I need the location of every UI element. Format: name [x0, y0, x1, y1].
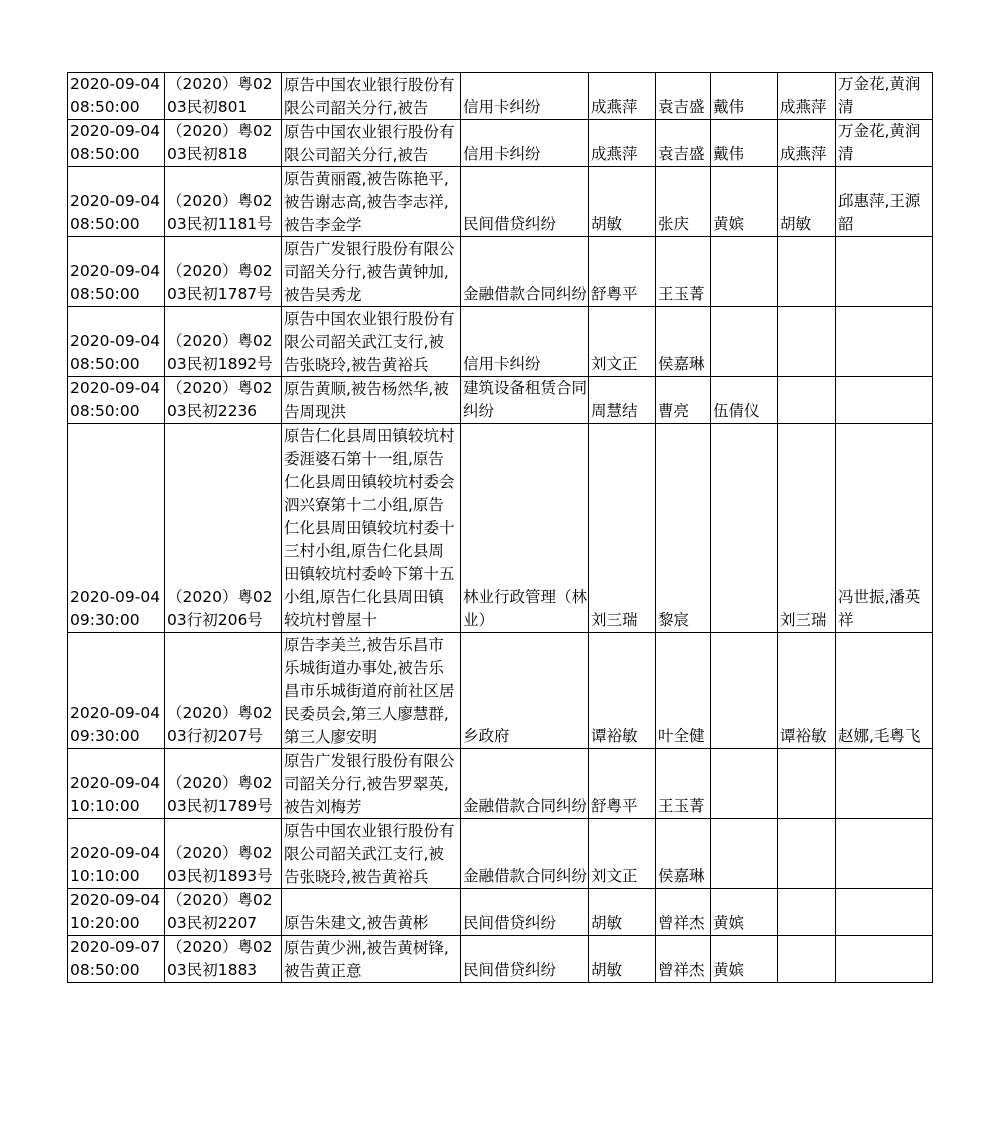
case-cause-text: 金融借款合同纠纷: [463, 285, 588, 303]
parties-cell: [282, 889, 461, 936]
case-number-cell: [165, 424, 282, 633]
clerk-text: 袁吉盛: [658, 145, 705, 163]
panel-member-text: 戴伟: [713, 145, 745, 163]
hearing-time-cell: [68, 167, 165, 237]
case-number-cell: [165, 237, 282, 307]
judge-text: 成燕萍: [591, 98, 638, 116]
case-cause-cell: [461, 237, 589, 307]
case-number-cell: [165, 633, 282, 749]
presiding-judge-cell: [778, 889, 836, 936]
hearing-time-cell: [68, 889, 165, 936]
panel-member-cell: [711, 424, 778, 633]
judge-text: 刘文正: [591, 867, 638, 885]
case-cause-text: 乡政府: [463, 727, 510, 745]
parties-cell: [282, 424, 461, 633]
hearing-time-cell: [68, 424, 165, 633]
hearing-time-cell: [68, 936, 165, 983]
table-row: [68, 889, 933, 936]
parties-text: 原告黄少洲,被告黄树锋,被告黄正意: [284, 939, 449, 980]
judge-cell: [589, 633, 656, 749]
case-number-text: （2020）粤0203民初2236: [167, 379, 273, 420]
case-cause-text: 民间借贷纠纷: [463, 215, 557, 233]
judge-cell: [589, 936, 656, 983]
jurors-cell: [836, 120, 933, 167]
presiding-judge-text: 刘三瑞: [780, 611, 827, 629]
judge-cell: [589, 377, 656, 424]
parties-cell: [282, 749, 461, 819]
parties-cell: [282, 237, 461, 307]
panel-member-cell: [711, 819, 778, 889]
case-cause-text: 信用卡纠纷: [463, 98, 541, 116]
parties-text: 原告黄顺,被告杨然华,被告周现洪: [284, 380, 449, 421]
clerk-cell: [656, 749, 711, 819]
case-number-text: （2020）粤0203行初207号: [167, 704, 273, 745]
judge-text: 周慧结: [591, 402, 638, 420]
case-cause-text: 建筑设备租赁合同纠纷: [463, 379, 588, 420]
jurors-cell: [836, 819, 933, 889]
clerk-text: 王玉菁: [658, 797, 705, 815]
presiding-judge-text: 成燕萍: [780, 145, 827, 163]
case-number-cell: [165, 889, 282, 936]
hearing-time-cell: [68, 749, 165, 819]
panel-member-text: 戴伟: [713, 98, 745, 116]
parties-text: 原告中国农业银行股份有限公司韶关武江支行,被告张晓玲,被告黄裕兵: [284, 822, 455, 886]
hearing-time-text: 2020-09-04 08:50:00: [70, 75, 161, 116]
hearing-time-text: 2020-09-07 08:50:00: [70, 938, 161, 979]
hearing-time-cell: [68, 377, 165, 424]
hearing-time-text: 2020-09-04 10:20:00: [70, 891, 161, 932]
case-cause-cell: [461, 307, 589, 377]
hearing-time-text: 2020-09-04 08:50:00: [70, 379, 161, 420]
case-cause-cell: [461, 936, 589, 983]
jurors-cell: [836, 889, 933, 936]
judge-cell: [589, 424, 656, 633]
judge-text: 胡敏: [591, 215, 623, 233]
judge-text: 谭裕敏: [591, 727, 638, 745]
parties-cell: [282, 819, 461, 889]
case-cause-text: 民间借贷纠纷: [463, 914, 557, 932]
judge-text: 刘文正: [591, 355, 638, 373]
case-number-text: （2020）粤0203民初1789号: [167, 774, 273, 815]
parties-cell: [282, 936, 461, 983]
clerk-text: 曾祥杰: [658, 961, 705, 979]
hearing-time-text: 2020-09-04 08:50:00: [70, 262, 161, 303]
judge-text: 成燕萍: [591, 145, 638, 163]
parties-text: 原告中国农业银行股份有限公司韶关武江支行,被告张晓玲,被告黄裕兵: [284, 310, 455, 374]
panel-member-cell: [711, 749, 778, 819]
judge-text: 舒粤平: [591, 797, 638, 815]
case-number-text: （2020）粤0203民初801: [167, 75, 273, 116]
case-number-cell: [165, 307, 282, 377]
hearing-schedule-table: [67, 72, 933, 983]
case-cause-cell: [461, 889, 589, 936]
case-cause-text: 林业行政管理（林业）: [463, 588, 588, 629]
clerk-cell: [656, 633, 711, 749]
case-cause-cell: [461, 749, 589, 819]
case-number-cell: [165, 936, 282, 983]
parties-cell: [282, 73, 461, 120]
parties-cell: [282, 307, 461, 377]
case-cause-cell: [461, 73, 589, 120]
parties-cell: [282, 633, 461, 749]
table-row: [68, 633, 933, 749]
case-cause-cell: [461, 819, 589, 889]
clerk-text: 黎宸: [658, 611, 690, 629]
hearing-time-cell: [68, 633, 165, 749]
jurors-cell: [836, 424, 933, 633]
case-number-text: （2020）粤0203民初2207: [167, 891, 273, 932]
hearing-time-cell: [68, 237, 165, 307]
presiding-judge-cell: [778, 167, 836, 237]
clerk-text: 侯嘉琳: [658, 867, 705, 885]
presiding-judge-cell: [778, 424, 836, 633]
judge-cell: [589, 73, 656, 120]
judge-text: 胡敏: [591, 914, 623, 932]
judge-cell: [589, 307, 656, 377]
panel-member-cell: [711, 936, 778, 983]
case-number-text: （2020）粤0203民初818: [167, 122, 273, 163]
clerk-cell: [656, 307, 711, 377]
judge-text: 刘三瑞: [591, 611, 638, 629]
parties-text: 原告中国农业银行股份有限公司韶关分行,被告: [284, 123, 455, 164]
jurors-text: 冯世振,潘英祥: [838, 588, 921, 629]
clerk-cell: [656, 73, 711, 120]
presiding-judge-cell: [778, 633, 836, 749]
hearing-time-text: 2020-09-04 08:50:00: [70, 122, 161, 163]
clerk-cell: [656, 424, 711, 633]
hearing-time-text: 2020-09-04 08:50:00: [70, 192, 161, 233]
jurors-cell: [836, 749, 933, 819]
presiding-judge-cell: [778, 120, 836, 167]
jurors-cell: [836, 377, 933, 424]
case-cause-text: 金融借款合同纠纷: [463, 867, 588, 885]
presiding-judge-cell: [778, 936, 836, 983]
judge-cell: [589, 120, 656, 167]
panel-member-cell: [711, 237, 778, 307]
case-cause-cell: [461, 120, 589, 167]
table-row: [68, 936, 933, 983]
case-number-text: （2020）粤0203民初1181号: [167, 192, 273, 233]
presiding-judge-cell: [778, 749, 836, 819]
jurors-cell: [836, 167, 933, 237]
case-number-cell: [165, 749, 282, 819]
case-cause-cell: [461, 377, 589, 424]
jurors-text: 赵娜,毛粤飞: [838, 727, 921, 745]
clerk-text: 曾祥杰: [658, 914, 705, 932]
table-row: [68, 819, 933, 889]
clerk-cell: [656, 819, 711, 889]
jurors-text: 万金花,黄润清: [838, 122, 921, 163]
case-number-text: （2020）粤0203民初1892号: [167, 332, 273, 373]
jurors-cell: [836, 73, 933, 120]
judge-cell: [589, 167, 656, 237]
case-cause-text: 信用卡纠纷: [463, 145, 541, 163]
case-cause-text: 金融借款合同纠纷: [463, 797, 588, 815]
case-number-cell: [165, 167, 282, 237]
presiding-judge-cell: [778, 73, 836, 120]
parties-cell: [282, 167, 461, 237]
hearing-time-text: 2020-09-04 08:50:00: [70, 332, 161, 373]
panel-member-cell: [711, 307, 778, 377]
hearing-time-cell: [68, 120, 165, 167]
case-number-text: （2020）粤0203民初1893号: [167, 844, 273, 885]
hearing-time-text: 2020-09-04 10:10:00: [70, 844, 161, 885]
case-number-cell: [165, 819, 282, 889]
table-row: [68, 237, 933, 307]
table-row: [68, 73, 933, 120]
judge-text: 舒粤平: [591, 285, 638, 303]
panel-member-text: 黄嫔: [713, 914, 745, 932]
jurors-text: 万金花,黄润清: [838, 75, 921, 116]
clerk-text: 王玉菁: [658, 285, 705, 303]
clerk-cell: [656, 167, 711, 237]
parties-text: 原告中国农业银行股份有限公司韶关分行,被告: [284, 76, 455, 117]
jurors-cell: [836, 936, 933, 983]
panel-member-text: 黄嫔: [713, 961, 745, 979]
panel-member-text: 伍倩仪: [713, 402, 760, 420]
judge-text: 胡敏: [591, 961, 623, 979]
presiding-judge-cell: [778, 237, 836, 307]
case-cause-text: 信用卡纠纷: [463, 355, 541, 373]
panel-member-text: 黄嫔: [713, 215, 745, 233]
case-number-text: （2020）粤0203民初1787号: [167, 262, 273, 303]
case-cause-cell: [461, 424, 589, 633]
case-number-cell: [165, 377, 282, 424]
jurors-cell: [836, 237, 933, 307]
hearing-time-cell: [68, 73, 165, 120]
presiding-judge-text: 成燕萍: [780, 98, 827, 116]
clerk-text: 叶全健: [658, 727, 705, 745]
jurors-text: 邱惠萍,王源韶: [838, 192, 921, 233]
parties-text: 原告李美兰,被告乐昌市乐城街道办事处,被告乐昌市乐城街道府前社区居民委员会,第三人廖慧群,第三人廖安明: [284, 636, 455, 746]
clerk-cell: [656, 936, 711, 983]
judge-cell: [589, 889, 656, 936]
parties-cell: [282, 377, 461, 424]
case-cause-cell: [461, 167, 589, 237]
hearing-time-cell: [68, 819, 165, 889]
hearing-time-cell: [68, 307, 165, 377]
parties-cell: [282, 120, 461, 167]
clerk-text: 张庆: [658, 215, 690, 233]
judge-cell: [589, 749, 656, 819]
clerk-cell: [656, 120, 711, 167]
table-row: [68, 377, 933, 424]
hearing-time-text: 2020-09-04 09:30:00: [70, 704, 161, 745]
parties-text: 原告仁化县周田镇较坑村委涯婆石第十一组,原告仁化县周田镇较坑村委会泗兴寮第十二小组,原告仁化县周田镇较坑村委十三村小组,原告仁化县周田镇较坑村委岭下第十五小组,原告仁化县周田镇较坑村曾屋十: [284, 427, 455, 629]
case-cause-text: 民间借贷纠纷: [463, 961, 557, 979]
jurors-cell: [836, 633, 933, 749]
panel-member-cell: [711, 73, 778, 120]
presiding-judge-text: 谭裕敏: [780, 727, 827, 745]
jurors-cell: [836, 307, 933, 377]
presiding-judge-cell: [778, 819, 836, 889]
case-number-text: （2020）粤0203行初206号: [167, 588, 273, 629]
panel-member-cell: [711, 633, 778, 749]
judge-cell: [589, 237, 656, 307]
clerk-cell: [656, 237, 711, 307]
judge-cell: [589, 819, 656, 889]
case-number-cell: [165, 73, 282, 120]
panel-member-cell: [711, 377, 778, 424]
panel-member-cell: [711, 167, 778, 237]
clerk-cell: [656, 889, 711, 936]
panel-member-cell: [711, 120, 778, 167]
table-row: [68, 424, 933, 633]
hearing-time-text: 2020-09-04 10:10:00: [70, 774, 161, 815]
table-row: [68, 120, 933, 167]
case-number-text: （2020）粤0203民初1883: [167, 938, 273, 979]
table-row: [68, 749, 933, 819]
presiding-judge-text: 胡敏: [780, 215, 812, 233]
clerk-text: 侯嘉琳: [658, 355, 705, 373]
hearing-time-text: 2020-09-04 09:30:00: [70, 588, 161, 629]
clerk-text: 曹亮: [658, 402, 690, 420]
parties-text: 原告朱建文,被告黄彬: [284, 914, 429, 932]
case-cause-cell: [461, 633, 589, 749]
clerk-cell: [656, 377, 711, 424]
table-row: [68, 307, 933, 377]
presiding-judge-cell: [778, 377, 836, 424]
table-row: [68, 167, 933, 237]
parties-text: 原告黄丽霞,被告陈艳平,被告谢志高,被告李志祥,被告李金学: [284, 170, 449, 234]
clerk-text: 袁吉盛: [658, 98, 705, 116]
panel-member-cell: [711, 889, 778, 936]
parties-text: 原告广发银行股份有限公司韶关分行,被告罗翠英,被告刘梅芳: [284, 752, 455, 816]
presiding-judge-cell: [778, 307, 836, 377]
case-number-cell: [165, 120, 282, 167]
parties-text: 原告广发银行股份有限公司韶关分行,被告黄钟加,被告吴秀龙: [284, 240, 455, 304]
